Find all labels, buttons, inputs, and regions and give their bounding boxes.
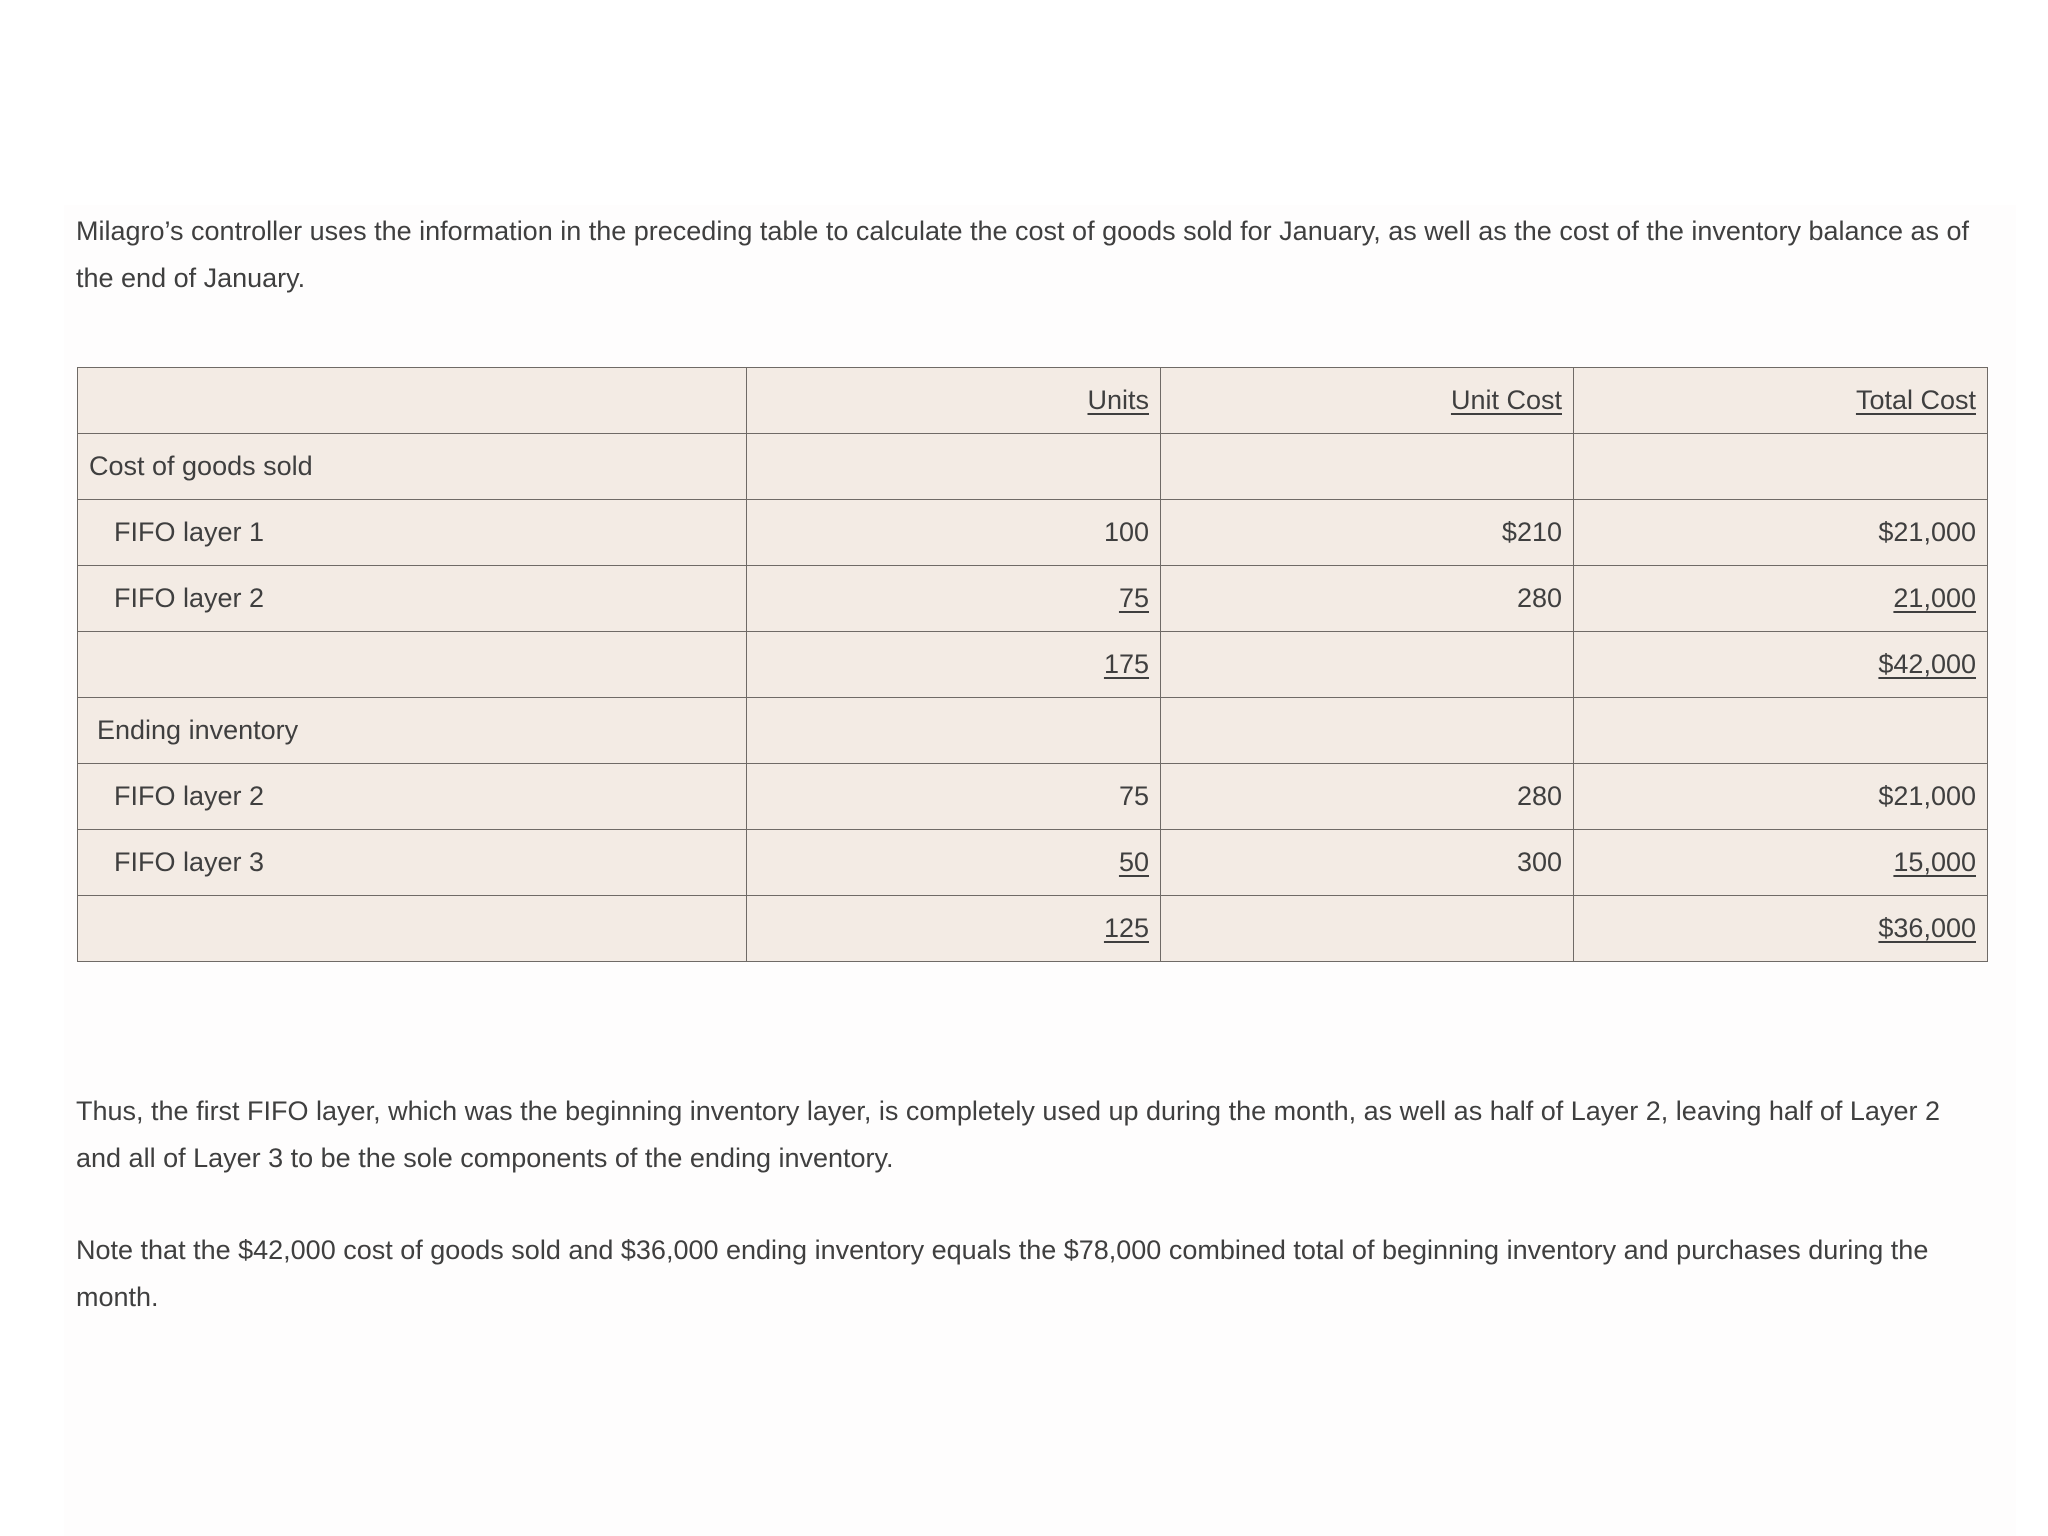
header-total-cost: Total Cost — [1574, 368, 1988, 434]
total-cost-subtotal-cell: $36,000 — [1574, 896, 1988, 962]
row-label — [78, 896, 747, 962]
units-cell: 75 — [747, 764, 1161, 830]
table-header-row — [78, 368, 1988, 434]
table-row-subtotal — [78, 896, 1988, 962]
row-label — [78, 632, 747, 698]
table-row — [78, 830, 1988, 896]
table-row — [78, 434, 1988, 500]
units-subtotal-cell: 175 — [747, 632, 1161, 698]
unit-cost-cell: $210 — [1161, 500, 1574, 566]
note-paragraph: Note that the $42,000 cost of goods sold and $36,000 ending inventory equals the $78,000 combined total of beginning inventory and purchases during the month. — [76, 1235, 1929, 1312]
intro-paragraph: Milagro’s controller uses the information in the preceding table to calculate the cost of goods sold for January, as well as the cost of the inventory balance as of the end of January. — [76, 216, 1970, 293]
unit-cost-cell: 280 — [1161, 764, 1574, 830]
table-row — [78, 698, 1988, 764]
units-cell — [747, 698, 1161, 764]
unit-cost-cell: 280 — [1161, 566, 1574, 632]
unit-cost-cell — [1161, 896, 1574, 962]
total-cost-subtotal-cell: $42,000 — [1574, 632, 1988, 698]
table-row — [78, 566, 1988, 632]
units-cell: 75 — [747, 566, 1161, 632]
unit-cost-cell — [1161, 632, 1574, 698]
units-cell: 50 — [747, 830, 1161, 896]
section-label-cost-of-goods-sold: Cost of goods sold — [78, 434, 747, 500]
unit-cost-cell — [1161, 698, 1574, 764]
header-unit-cost: Unit Cost — [1161, 368, 1574, 434]
total-cost-cell: 15,000 — [1574, 830, 1988, 896]
row-label: FIFO layer 2 — [78, 764, 747, 830]
total-cost-cell: $21,000 — [1574, 764, 1988, 830]
units-cell — [747, 434, 1161, 500]
unit-cost-cell: 300 — [1161, 830, 1574, 896]
units-cell: 100 — [747, 500, 1161, 566]
total-cost-cell: 21,000 — [1574, 566, 1988, 632]
total-cost-cell: $21,000 — [1574, 500, 1988, 566]
row-label: FIFO layer 1 — [78, 500, 747, 566]
units-subtotal-cell: 125 — [747, 896, 1161, 962]
summary-paragraph: Thus, the first FIFO layer, which was the beginning inventory layer, is completely used up during the month, as well as half of Layer 2, leaving half of Layer 2 and all of Layer 3 to be the sole components of the ending inventory. — [76, 1096, 1940, 1173]
fifo-cost-table — [77, 367, 1988, 962]
section-label-ending-inventory: Ending inventory — [78, 698, 747, 764]
unit-cost-cell — [1161, 434, 1574, 500]
total-cost-cell — [1574, 698, 1988, 764]
table-row — [78, 500, 1988, 566]
header-label-cell — [78, 368, 747, 434]
row-label: FIFO layer 3 — [78, 830, 747, 896]
row-label: FIFO layer 2 — [78, 566, 747, 632]
total-cost-cell — [1574, 434, 1988, 500]
table-row — [78, 764, 1988, 830]
header-units: Units — [747, 368, 1161, 434]
table-row-subtotal — [78, 632, 1988, 698]
